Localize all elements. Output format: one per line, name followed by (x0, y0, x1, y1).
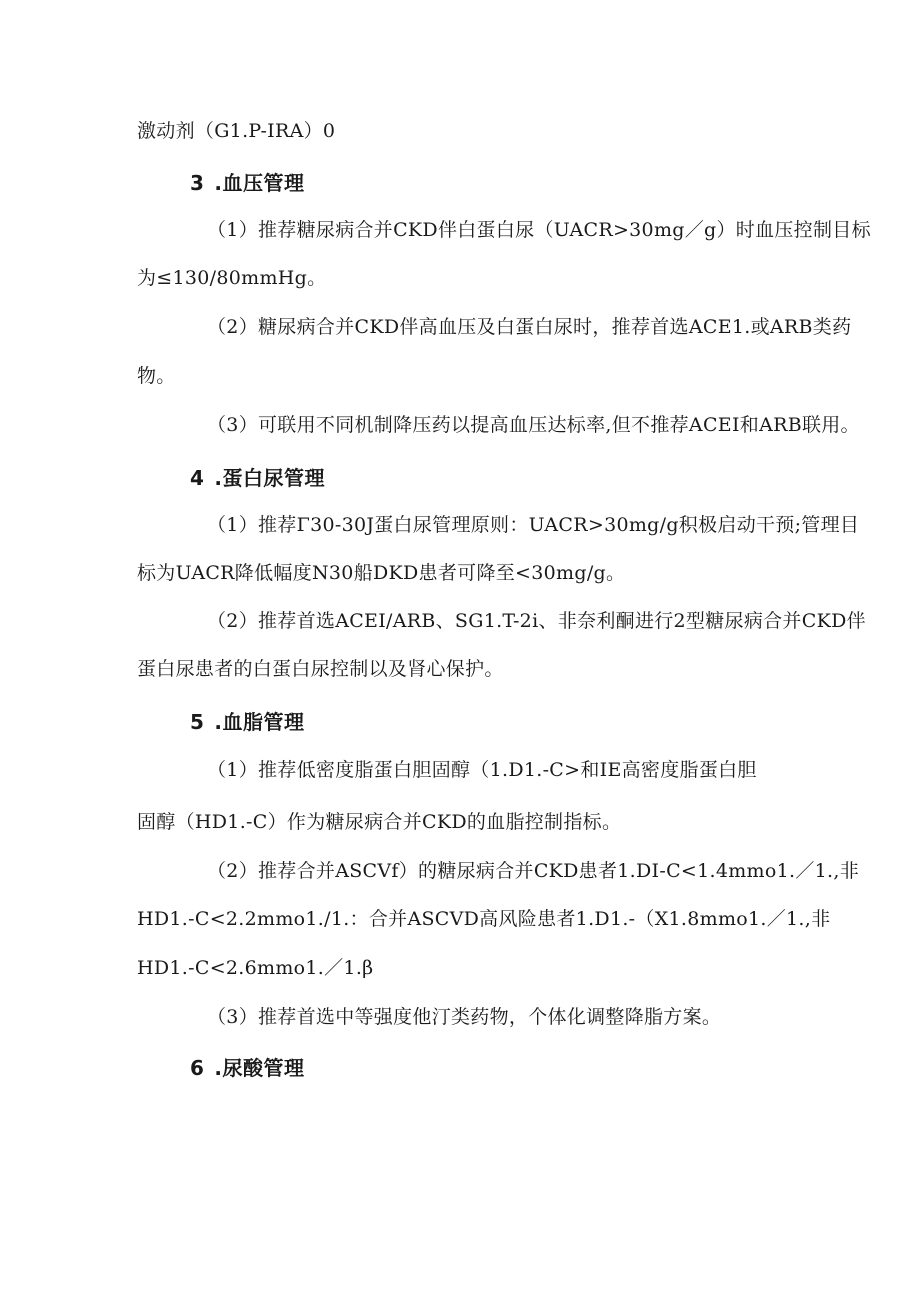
section-title: .血脂管理 (214, 710, 305, 734)
paragraph-line: （1）推荐低密度脂蛋白胆固醇（1.D1.-C>和IE高密度脂蛋白胆 (207, 759, 757, 781)
paragraph-line: 为≤130/80mmHg。 (137, 267, 327, 289)
section-heading-blood-lipids (190, 710, 305, 734)
paragraph-line: （3）推荐首选中等强度他汀类药物，个体化调整降脂方案。 (207, 1006, 722, 1028)
paragraph-line: HD1.-C<2.2mmo1./1.：合并ASCVD高风险患者1.D1.-（X1.8mmo1.／1.,非 (137, 908, 831, 930)
intro-line: 激动剂（G1.P-IRA）0 (137, 120, 336, 142)
paragraph-line: 蛋白尿患者的白蛋白尿控制以及肾心保护。 (137, 658, 504, 680)
section-heading-uric-acid (190, 1056, 305, 1080)
paragraph-line: （1）推荐Γ30-30J蛋白尿管理原则：UACR>30mg/g积极启动干预;管理目 (207, 514, 860, 536)
paragraph-line: 固醇（HD1.-C）作为糖尿病合并CKD的血脂控制指标。 (137, 811, 622, 833)
section-number: 6 (190, 1056, 205, 1080)
section-title: .血压管理 (214, 171, 305, 195)
section-number: 5 (190, 710, 205, 734)
section-heading-proteinuria (190, 466, 325, 490)
section-title: .尿酸管理 (214, 1056, 305, 1080)
paragraph-line: 物。 (137, 365, 176, 387)
section-number: 3 (190, 171, 205, 195)
paragraph-line: （1）推荐糖尿病合并CKD伴白蛋白尿（UACR>30mg／g）时血压控制目标 (207, 219, 871, 241)
paragraph-line: （3）可联用不同机制降压药以提高血压达标率,但不推荐ACEI和ARB联用。 (207, 414, 860, 436)
section-number: 4 (190, 466, 205, 490)
paragraph-line: 标为UACR降低幅度N30船DKD患者可降至<30mg/g。 (137, 562, 626, 584)
paragraph-line: HD1.-C<2.6mmo1.／1.β (137, 957, 374, 979)
section-title: .蛋白尿管理 (214, 466, 326, 490)
paragraph-line: （2）推荐首选ACEI/ARB、SG1.T-2i、非奈利酮进行2型糖尿病合并CKD伴 (207, 610, 866, 632)
paragraph-line: （2）推荐合并ASCVf）的糖尿病合并CKD患者1.DI-C<1.4mmo1.／1.,非 (207, 860, 860, 882)
paragraph-line: （2）糖尿病合并CKD伴高血压及白蛋白尿时，推荐首选ACE1.或ARB类药 (207, 316, 852, 338)
section-heading-blood-pressure (190, 171, 305, 195)
